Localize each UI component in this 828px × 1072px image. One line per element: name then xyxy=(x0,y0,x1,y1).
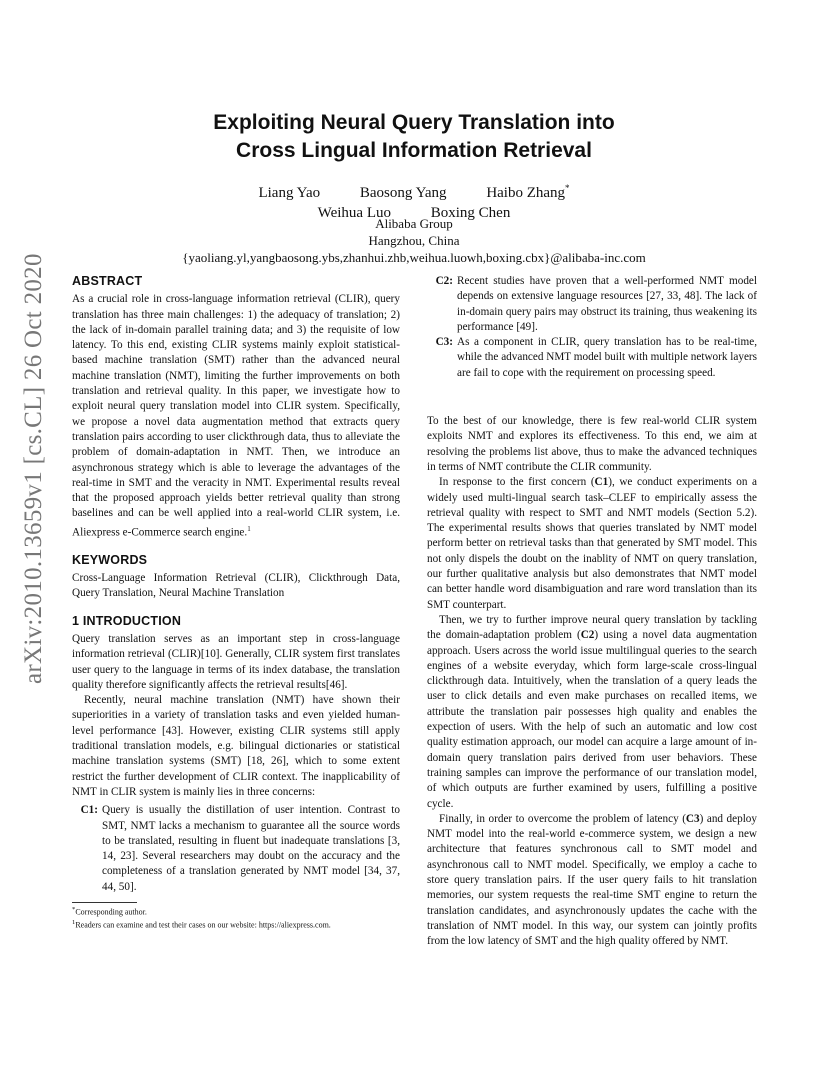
author-name-corresponding: Haibo Zhang* xyxy=(486,183,570,201)
intro-paragraph-1: Query translation serves as an important step in cross-language information retrieval (CLIR)[10]. Generally, CLIR system first translates user query to the language in terms of its index database, the translation quality therefore significantly affects the retrieval results[46]. xyxy=(72,632,400,691)
arxiv-stamp xyxy=(14,253,54,690)
concern-text: As a component in CLIR, query translation has to be real-time, while the advanced NMT model built with multiple network layers are fail to cope with the requirement on processing speed. xyxy=(457,336,757,379)
affiliation: Alibaba Group xyxy=(375,216,453,231)
arxiv-id: arXiv:2010.13659v1 [cs.CL] 26 Oct 2020 xyxy=(20,253,47,684)
abstract-heading: ABSTRACT xyxy=(72,274,143,288)
footnote-ref: 1 xyxy=(247,524,251,533)
concern-list-continued xyxy=(427,274,757,381)
footnote-rule xyxy=(72,902,137,903)
abstract-text: As a crucial role in cross-language information retrieval (CLIR), query translation has three main challenges: 1) the adequacy of translation; 2) the lack of in-domain parallel training data; and 3) the requisite of low latency. To this end, existing CLIR systems mainly exploit statistical-based machine translation (SMT) rather than the advanced neural machine translation (NMT), limiting the further improvements on both translation and retrieval quality. In this paper, we investigate how to exploit neural query translation model into CLIR system. Specifically, we propose a novel data augmentation method that extracts query translation pairs according to user clickthrough data, thus to alleviate the problem of domain-adaptation in NMT. Then, we introduce an asynchronous strategy which is able to leverage the advantages of the real-time in SMT and the veracity in NMT. Experimental results reveal that the proposed approach yields better retrieval quality than strong baselines and can be well applied into a real-world CLIR system, i.e. Aliexpress e-Commerce search engine.$^1$ xyxy=(72,293,400,539)
intro-paragraph-6: Finally, in order to overcome the problem of latency (C3) and deploy NMT model into the real-world e-commerce system, we design a new architecture that features synchronous call to SMT model and asynchronous call to NMT model. Specifically, we employ a cache to store query translation pairs. If the user query fails to hit translation memories, our system requests the real-time SMT engine to return the translation candidates, and asynchronously updates the cache with the translation of NMT model. In this way, our system can jointly profits from the low latency of SMT and the high quality offered by NMT. xyxy=(427,812,757,948)
intro-paragraph-3: To the best of our knowledge, there is few real-world CLIR system exploits NMT and explores its effectiveness. To this end, we aim at resolving the problems list above, thus to make the advanced techniques in terms of NMT contribute the CLIR community. xyxy=(427,415,757,473)
location: Hangzhou, China xyxy=(368,233,460,248)
affiliation-block xyxy=(0,215,828,266)
intro-paragraph-4: In response to the first concern (C1), we conduct experiments on a widely used multi-lingual search task–CLEF to empirically assess the retrieval quality with respect to SMT and NMT models (Section 5.2). The experimental results shows that queries translated by NMT model perform better on retrieval tasks than that generated by SMT model. This not only dispels the doubt on the inablity of NMT on query translation, our further qualitative analysis but also demonstrates that NMT model can better handle word disambiguation and rare word translation than its SMT counterpart. xyxy=(427,476,758,611)
author-name: Boxing Chen xyxy=(430,205,511,221)
emails: {yaoliang.yl,yangbaosong.ybs,zhanhui.zhb,weihua.luowh,boxing.cbx}@alibaba-inc.com xyxy=(182,250,646,265)
intro-heading: 1 INTRODUCTION xyxy=(72,613,182,628)
concern-text: Recent studies have proven that a well-performed NMT model depends on extensive language resources [27, 33, 48]. The lack of in-domain query pairs may obstruct its training, thus weakening its performance [49]. xyxy=(457,275,757,333)
paper-title xyxy=(0,109,828,165)
concern-item-c2 xyxy=(427,274,757,335)
concern-item-c3 xyxy=(427,335,757,381)
concern-label: C3: xyxy=(435,336,453,349)
title-line-2: Cross Lingual Information Retrieval xyxy=(236,139,592,162)
concern-item-c1 xyxy=(72,803,400,895)
concern-label: C1: xyxy=(80,804,98,817)
concern-list xyxy=(72,803,400,895)
right-column xyxy=(427,274,757,949)
authors-row-1 xyxy=(0,178,828,203)
author-name: Liang Yao xyxy=(258,185,321,201)
concern-text: Query is usually the distillation of user intention. Contrast to SMT, NMT lacks a mechanism to guarantee all the source words to be translated, resulting in fluent but inadequate translations [3, 14, 23]. Several researchers may doubt on the accuracy and the completeness of a translation generated by NMT model [34, 37, 44, 50]. xyxy=(102,804,400,893)
footnote-1: *Corresponding author. xyxy=(72,906,147,917)
corresponding-mark: * xyxy=(565,183,570,193)
intro-paragraph-2: Recently, neural machine translation (NMT) have shown their superiorities in a variety of translation tasks and even yielded human-level performance [43]. However, existing CLIR systems still apply traditional translation models, e.g. bilingual dictionaries or statistical machine translation systems (SMT) [18, 26], which to some extent restrict the further development of CLIR context. The inapplicability of NMT in CLIR system is mainly lies in three concerns: xyxy=(72,694,400,798)
left-column xyxy=(72,274,400,930)
keywords-text: Cross-Language Information Retrieval (CLIR), Clickthrough Data, Query Translation, Neural Machine Translation xyxy=(72,572,400,600)
author-name: Baosong Yang xyxy=(359,185,447,201)
title-line-1: Exploiting Neural Query Translation into xyxy=(213,111,615,134)
intro-paragraph-5: Then, we try to further improve neural query translation by tackling the domain-adaptation problem (C2) using a novel data augmentation approach. Users across the world issue multilingual queries to the search engines of a website everyday, which form large-scale cross-lingual clickthrough data. Intuitively, when the translation of a query leads the user to click details and even make purchases on recalled items, we attribute the translation pair possesses high quality and enables the expection of users. With the help of such an automatic and low cost quality estimation approach, our model can acquire a large amount of in-domain query translation pairs derived from user behaviors. These training samples can improve the performance of our translation model, of which outputs are further examined by users, fulfilling a positive cycle. xyxy=(427,613,757,810)
concern-label: C2: xyxy=(435,275,453,287)
author-name: Weihua Luo xyxy=(317,205,391,221)
footnote-2: $^1$Readers can examine and test their cases on our website: https://aliexpress.com. xyxy=(72,918,331,930)
keywords-heading: KEYWORDS xyxy=(72,552,148,567)
